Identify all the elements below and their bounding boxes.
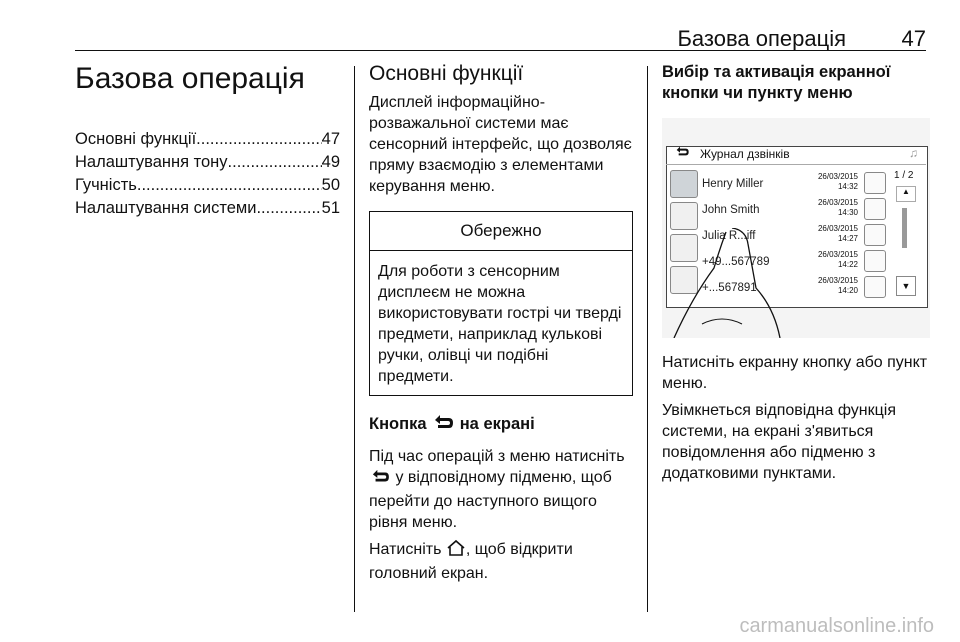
back-arrow-icon (369, 469, 391, 491)
section-title: Базова операція (75, 62, 305, 95)
toc-item[interactable]: Налаштування системи ..... 51 (75, 197, 340, 220)
right-column (662, 62, 930, 490)
toc-column (75, 62, 340, 220)
intro-text: Дисплей інформаційно-розважальної системи має сенсорний інтерфейс, що дозволяє пряму взаємодію з елементами керування меню. (369, 94, 632, 195)
toc-item[interactable]: Основні функції ..... 47 (75, 128, 340, 151)
scrollbar[interactable] (902, 208, 907, 248)
heading-back-button: Кнопка на екрані (369, 414, 633, 438)
heading-basic-functions: Основні функції (369, 62, 524, 85)
toc-item[interactable]: Гучність ..... 50 (75, 174, 340, 197)
home-text: Натисніть , щоб відкрити головний екран. (369, 541, 573, 582)
scroll-up-button[interactable]: ▲ (896, 186, 916, 202)
call-button[interactable] (864, 276, 886, 298)
call-button[interactable] (864, 198, 886, 220)
header-rule (75, 50, 926, 51)
watermark: carmanualsonline.info (739, 615, 934, 637)
main-column (369, 62, 633, 590)
tab-call-log[interactable] (670, 170, 698, 198)
back-button-text: Під час операцій з меню натисніть у відповідному підменю, щоб перейти до наступного вищого рівня меню. (369, 448, 625, 531)
pager-label: 1 / 2 (894, 170, 914, 181)
call-button[interactable] (864, 224, 886, 246)
page-number: 47 (901, 26, 926, 51)
column-divider (647, 66, 648, 612)
home-icon (446, 539, 466, 563)
caution-text: Для роботи з сенсорним дисплеєм не можна використовувати гострі чи тверді предмети, наприклад кулькові ручки, олівці чи подібні предмети. (378, 263, 622, 385)
toc-item[interactable]: Налаштування тону ..... 49 (75, 151, 340, 174)
screen-title: Журнал дзвінків (700, 147, 790, 161)
para-activation: Увімкнеться відповідна функція системи, на екрані з'явиться повідомлення або підменю з додатковими пунктами. (662, 402, 897, 482)
toc-list (75, 128, 340, 220)
para-tap-button: Натисніть екранну кнопку або пункт меню. (662, 354, 928, 392)
heading-select-activate: Вибір та активація екранної кнопки чи пункту меню (662, 63, 891, 102)
music-note-icon[interactable]: ♫ (909, 146, 918, 160)
touchscreen-illustration: Журнал дзвінків ♫ Henry Miller 26/03/2015 14:32 John Smith 26/03/2015 14:30 Julia R...iff 26/03/2015 14:27 +49...567789 26/03/2015 14:22 +...567891 26/03/2015 14:20 1 / 2 ▲ ▼ (662, 118, 930, 338)
tab-missed-calls[interactable] (670, 202, 698, 230)
call-button[interactable] (864, 172, 886, 194)
back-arrow-icon (431, 414, 455, 438)
caution-box (369, 211, 633, 396)
call-button[interactable] (864, 250, 886, 272)
scroll-down-button[interactable]: ▼ (896, 276, 916, 296)
back-arrow-icon[interactable] (674, 146, 690, 161)
caution-title: Обережно (370, 212, 632, 251)
screen-title-bar (666, 144, 926, 165)
header-title: Базова операція (677, 26, 846, 51)
finger-illustration (662, 228, 802, 338)
column-divider (354, 66, 355, 612)
